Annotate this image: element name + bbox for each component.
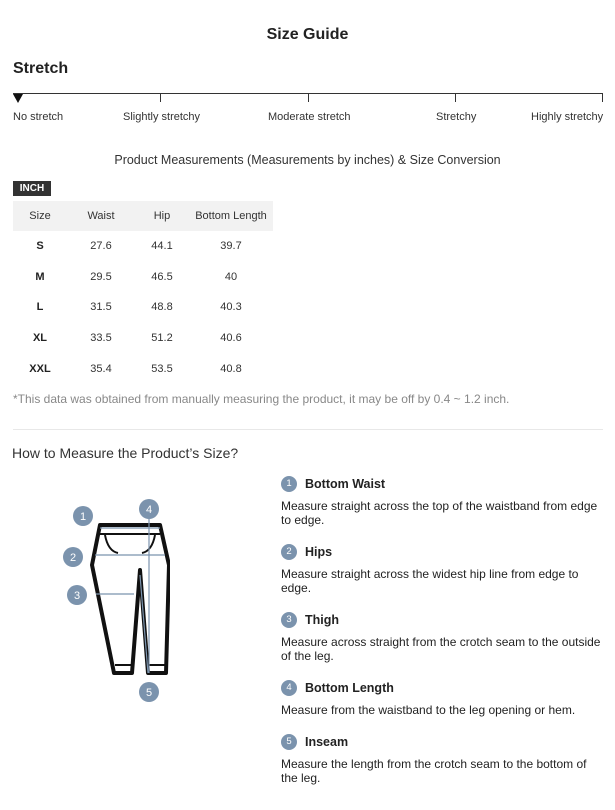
table-header-row [13, 201, 273, 231]
stretch-heading: Stretch [13, 60, 69, 77]
waist-cell: 29.5 [90, 270, 112, 283]
hip-cell: 53.5 [151, 362, 173, 375]
stretch-level-highly-stretchy: Highly stretchy [531, 111, 604, 123]
step-title: Inseam [305, 735, 349, 749]
bottom-length-cell: 40.3 [220, 301, 242, 314]
size-cell: M [35, 270, 45, 283]
step-number-badge: 2 [281, 544, 297, 560]
step-description: Measure across straight from the crotch seam to the outside of the leg. [281, 635, 601, 663]
measure-step-thigh [281, 611, 606, 663]
stretch-indicator-icon [13, 94, 23, 103]
column-header-size: Size [13, 201, 67, 231]
bottom-length-cell: 40.8 [220, 362, 242, 375]
stretch-tick [455, 93, 456, 102]
step-description: Measure from the waistband to the leg opening or hem. [281, 703, 576, 717]
hip-cell: 48.8 [151, 301, 173, 314]
stretch-level-slightly-stretchy: Slightly stretchy [123, 111, 201, 123]
diagram-marker-2: 2 [69, 552, 77, 564]
measure-step-inseam [281, 733, 606, 785]
measure-step-hips [281, 543, 606, 595]
pants-diagram-icon [60, 495, 170, 705]
diagram-marker-1: 1 [79, 511, 87, 523]
stretch-tick [160, 93, 161, 102]
stretch-level-stretchy: Stretchy [436, 111, 477, 123]
diagram-marker-3: 3 [73, 590, 81, 602]
step-description: Measure straight across the top of the waistband from edge to edge. [281, 499, 598, 527]
step-number-badge: 4 [281, 680, 297, 696]
step-title: Bottom Length [305, 681, 394, 695]
unit-badge: INCH [13, 181, 51, 196]
size-cell: XXL [29, 362, 51, 375]
size-table [13, 201, 273, 384]
measure-step-bottom-length [281, 679, 606, 717]
stretch-tick [308, 93, 309, 102]
step-title: Thigh [305, 613, 340, 627]
size-cell: S [36, 240, 44, 253]
bottom-length-cell: 40.6 [220, 332, 242, 345]
stretch-level-moderate-stretch: Moderate stretch [268, 111, 351, 123]
column-header-waist: Waist [67, 201, 135, 231]
bottom-length-cell: 40 [224, 270, 238, 283]
column-header-hip: Hip [135, 201, 189, 231]
step-number-badge: 5 [281, 734, 297, 750]
step-number-badge: 3 [281, 612, 297, 628]
bottom-length-cell: 39.7 [220, 240, 242, 253]
waist-cell: 35.4 [90, 362, 112, 375]
waist-cell: 33.5 [90, 332, 112, 345]
table-row [13, 292, 273, 323]
step-title: Hips [305, 545, 333, 559]
measurements-heading: Product Measurements (Measurements by inches) & Size Conversion [114, 153, 501, 167]
table-row [13, 353, 273, 384]
step-title: Bottom Waist [305, 477, 386, 491]
waist-cell: 27.6 [90, 240, 112, 253]
step-number-badge: 1 [281, 476, 297, 492]
hip-cell: 46.5 [151, 270, 173, 283]
table-row [13, 323, 273, 354]
diagram-marker-5: 5 [145, 687, 153, 699]
size-cell: XL [32, 332, 48, 345]
waist-cell: 31.5 [90, 301, 112, 314]
stretch-level-no-stretch: No stretch [13, 111, 64, 123]
table-row [13, 231, 273, 262]
section-divider [13, 429, 603, 430]
hip-cell: 51.2 [151, 332, 173, 345]
measure-step-bottom-waist [281, 475, 606, 527]
page-title: Size Guide [266, 26, 349, 43]
step-description: Measure straight across the widest hip line from edge to edge. [281, 567, 579, 595]
pants-outline [92, 525, 169, 673]
hip-cell: 44.1 [151, 240, 173, 253]
measurement-disclaimer: *This data was obtained from manually measuring the product, it may be off by 0.4 ~ 1.2 inch. [13, 392, 510, 406]
step-description: Measure the length from the crotch seam to the bottom of the leg. [281, 757, 587, 785]
column-header-bottom-length: Bottom Length [189, 201, 273, 231]
diagram-marker-4: 4 [145, 504, 153, 516]
stretch-tick [602, 93, 603, 102]
how-to-measure-heading: How to Measure the Product’s Size? [12, 445, 239, 461]
size-cell: L [36, 301, 44, 314]
table-row [13, 262, 273, 293]
